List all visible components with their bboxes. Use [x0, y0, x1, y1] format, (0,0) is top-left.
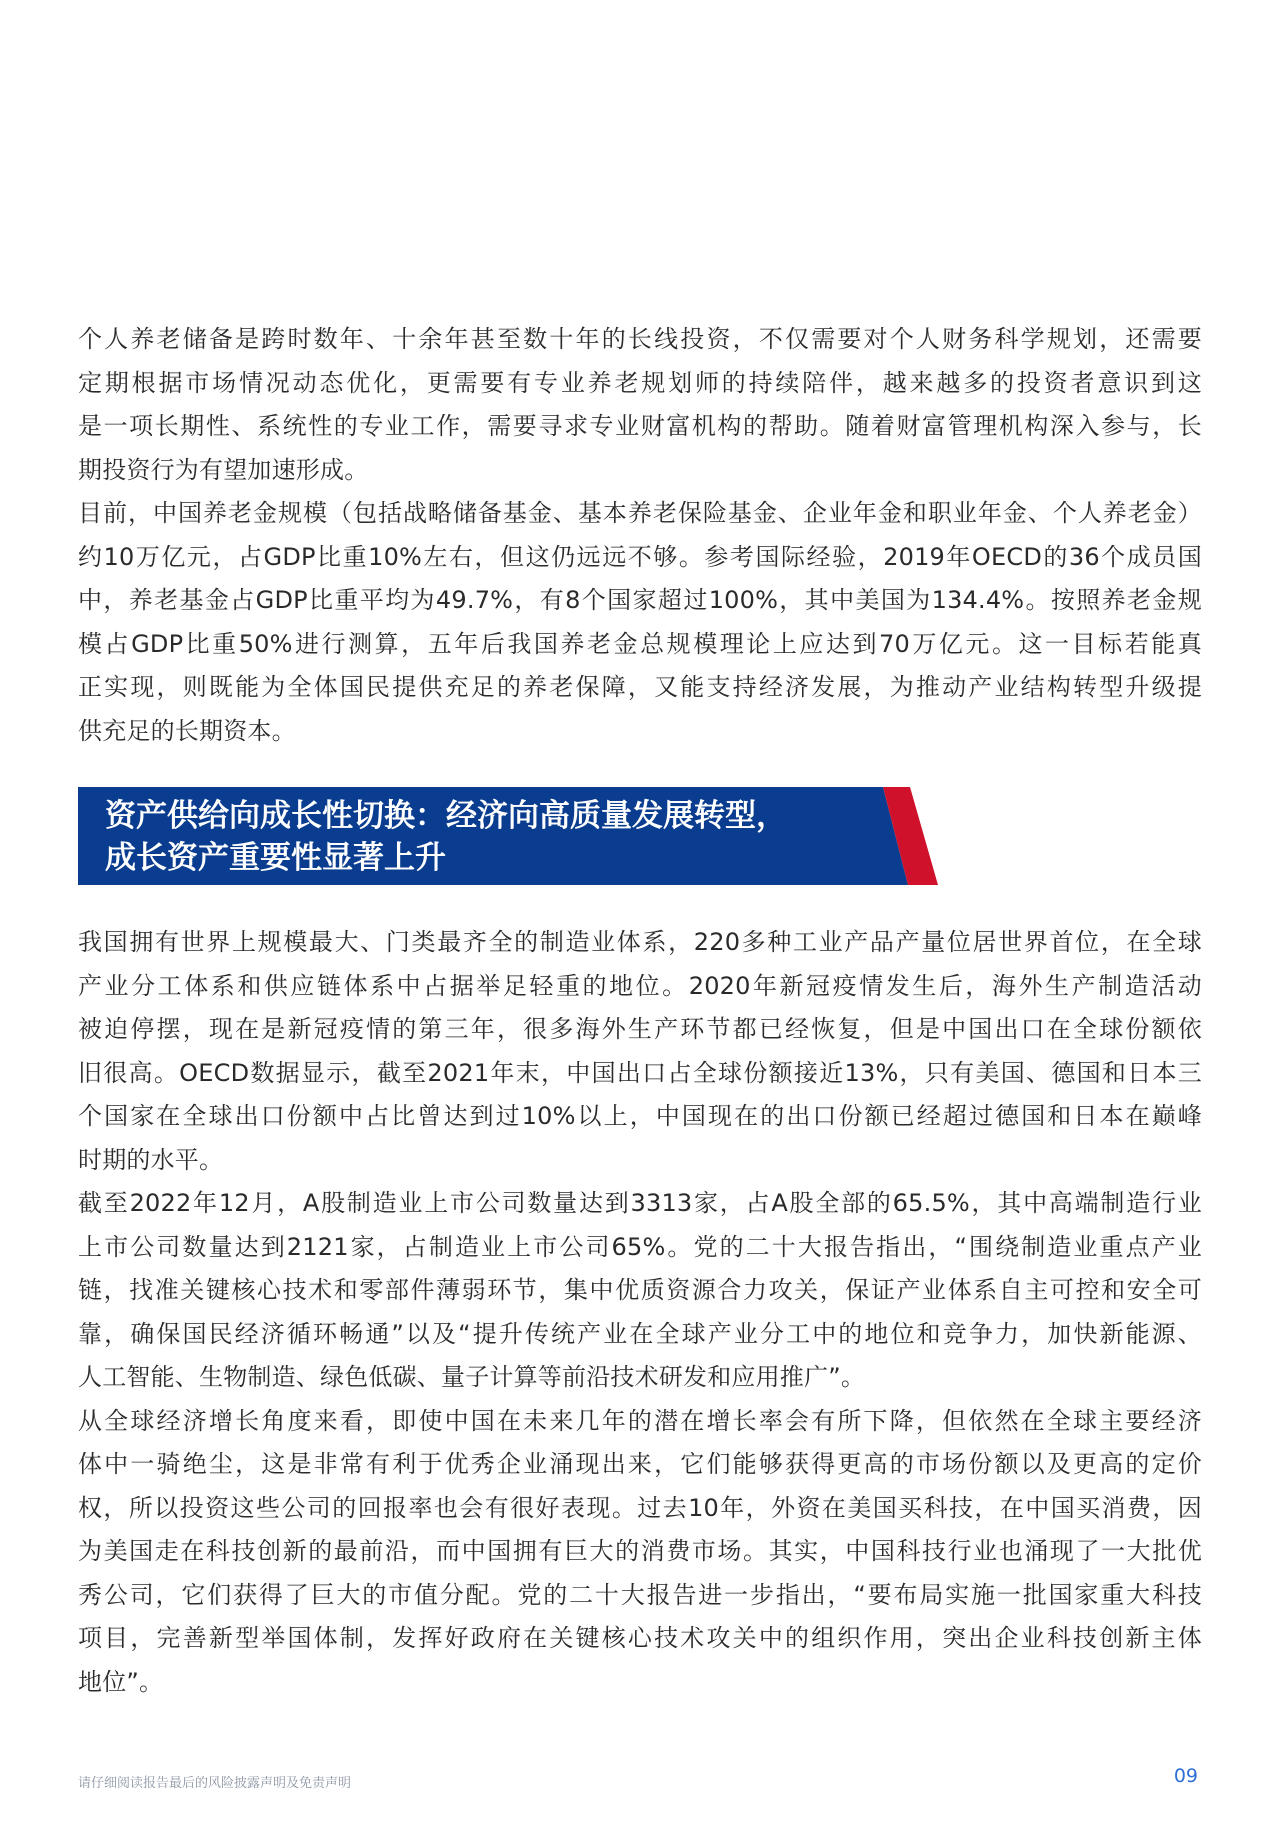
text-line: 人工智能、生物制造、绿色低碳、量子计算等前沿技术研发和应用推广”。 — [78, 1363, 866, 1391]
text-line: 约10万亿元，占GDP比重10%左右，但这仍远远不够。参考国际经验，2019年OECD的36个成员国 — [78, 542, 1202, 571]
text-line: 体中一骑绝尘，这是非常有利于优秀企业涌现出来，它们能够获得更高的市场份额以及更高的定价 — [78, 1450, 1202, 1478]
page-number: 09 — [1173, 1765, 1198, 1787]
text-line: 链，找准关键核心技术和零部件薄弱环节，集中优质资源合力攻关，保证产业体系自主可控和安全可 — [78, 1276, 1202, 1304]
text-line: 被迫停摆，现在是新冠疫情的第三年，很多海外生产环节都已经恢复，但是中国出口在全球份额依 — [78, 1015, 1202, 1043]
text-line: 目前，中国养老金规模（包括战略储备基金、基本养老保险基金、企业年金和职业年金、个人养老金） — [78, 499, 1202, 527]
text-line: 模占GDP比重50%进行测算，五年后我国养老金总规模理论上应达到70万亿元。这一目标若能真 — [78, 629, 1202, 658]
text-line: 个人养老储备是跨时数年、十余年甚至数十年的长线投资，不仅需要对个人财务科学规划，还需要 — [78, 325, 1202, 353]
section-heading — [105, 795, 787, 879]
text-line: 时期的水平。 — [78, 1145, 224, 1174]
section-paragraph-3 — [78, 1400, 1202, 1705]
text-line: 靠，确保国民经济循环畅通”以及“提升传统产业在全球产业分工中的地位和竞争力，加快新能源、 — [78, 1319, 1202, 1348]
text-line: 个国家在全球出口份额中占比曾达到过10%以上，中国现在的出口份额已经超过德国和日本在巅峰 — [78, 1102, 1202, 1130]
section-heading-line-2: 成长资产重要性显著上升 — [105, 840, 446, 876]
text-line: 定期根据市场情况动态优化，更需要有专业养老规划师的持续陪伴，越来越多的投资者意识到这 — [78, 368, 1202, 397]
section-heading-line-1: 资产供给向成长性切换：经济向高质量发展转型， — [105, 798, 787, 834]
footer-disclaimer: 请仔细阅读报告最后的风险披露声明及免责声明 — [78, 1776, 352, 1791]
text-line: 旧很高。OECD数据显示，截至2021年末，中国出口占全球份额接近13%，只有美国、德国和日本三 — [78, 1058, 1202, 1087]
text-line: 是一项长期性、系统性的专业工作，需要寻求专业财富机构的帮助。随着财富管理机构深入参与，长 — [78, 412, 1202, 440]
section-heading-banner — [78, 787, 938, 885]
text-line: 期投资行为有望加速形成。 — [78, 455, 369, 484]
text-line: 项目，完善新型举国体制，发挥好政府在关键核心技术攻关中的组织作用，突出企业科技创新主体 — [78, 1624, 1202, 1652]
section-paragraph-1 — [78, 921, 1202, 1182]
text-line: 供充足的长期资本。 — [78, 716, 296, 745]
text-line: 为美国走在科技创新的最前沿，而中国拥有巨大的消费市场。其实，中国科技行业也涌现了一大批优 — [78, 1537, 1202, 1565]
text-line: 产业分工体系和供应链体系中占据举足轻重的地位。2020年新冠疫情发生后，海外生产制造活动 — [78, 971, 1202, 1000]
text-line: 秀公司，它们获得了巨大的市值分配。党的二十大报告进一步指出，“要布局实施一批国家重大科技 — [78, 1580, 1202, 1609]
text-line: 中，养老基金占GDP比重平均为49.7%，有8个国家超过100%，其中美国为134.4%。按照养老金规 — [78, 586, 1202, 614]
text-line: 截至2022年12月，A股制造业上市公司数量达到3313家，占A股全部的65.5%，其中高端制造行业 — [78, 1189, 1202, 1217]
section-paragraph-2 — [78, 1182, 1202, 1400]
text-line: 上市公司数量达到2121家，占制造业上市公司65%。党的二十大报告指出，“围绕制造业重点产业 — [78, 1232, 1202, 1261]
text-line: 从全球经济增长角度来看，即使中国在未来几年的潜在增长率会有所下降，但依然在全球主要经济 — [78, 1406, 1202, 1435]
text-line: 正实现，则既能为全体国民提供充足的养老保障，又能支持经济发展，为推动产业结构转型升级提 — [78, 673, 1202, 701]
text-line: 我国拥有世界上规模最大、门类最齐全的制造业体系，220多种工业产品产量位居世界首位，在全球 — [78, 928, 1202, 956]
text-line: 权，所以投资这些公司的回报率也会有很好表现。过去10年，外资在美国买科技，在中国买消费，因 — [78, 1493, 1202, 1522]
intro-paragraph-2 — [78, 492, 1202, 753]
text-line: 地位”。 — [78, 1667, 164, 1696]
article-body — [78, 318, 1202, 1704]
intro-paragraph-1 — [78, 318, 1202, 492]
